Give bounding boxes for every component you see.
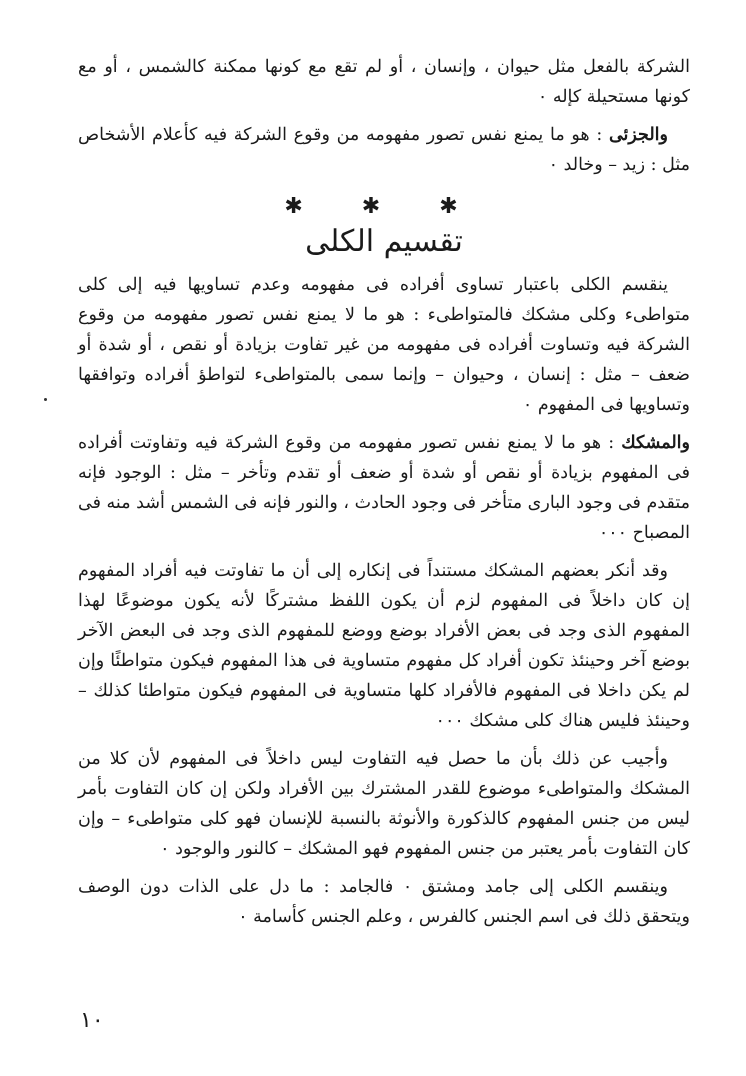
document-page	[78, 52, 690, 940]
page-number: ١٠	[80, 1008, 104, 1033]
paragraph-objection: وقد أنكر بعضهم المشكك مستنداً فى إنكاره إلى أن ما تفاوتت فيه أفراد المفهوم إن كان داخلاً فى المفهوم لزم أن يكون اللفظ مشتركًا لأنه يكون موضوعًا لهذا المفهوم الذى وجد فى بعض الأفراد بوضع ووضع للمفهوم الذى وجد فى البعض الآخر بوضع آخر وحينئذ تكون أفراد كل مفهوم متساوية فى هذا المفهوم فيكون متواطئًا وإن لم يكن داخلا فى المفهوم فالأفراد كلها متساوية فى المفهوم فيكون متواطئا كذلك – وحينئذ فليس هناك كلى مشكك ٠٠٠	[78, 561, 690, 731]
paragraph-particular-text: : هو ما يمنع نفس تصور مفهومه من وقوع الشركة فيه كأعلام الأشخاص مثل : زيد – وخالد ٠	[78, 125, 690, 175]
paragraph-particular	[78, 120, 690, 180]
term-particular: والجزئى	[608, 125, 668, 145]
section-divider-stars: ✱ ✱ ✱	[284, 194, 484, 219]
paragraph-ambiguous	[78, 428, 690, 548]
section-heading: تقسيم الكلى	[305, 224, 463, 259]
paragraph-ambiguous-text: : هو ما لا يمنع نفس تصور مفهومه من وقوع الشركة فيه وتفاوتت أفراده فى المفهوم بزيادة أو نقص أو شدة أو ضعف أو تقدم وتأخر – مثل : الوجود فإنه متقدم فى وجود البارى متأخر فى وجود الحادث ، والنور فإنه فى الشمس أشد منه فى المصباح ٠٠٠	[78, 433, 690, 543]
paragraph-reply: وأجيب عن ذلك بأن ما حصل فيه التفاوت ليس داخلاً فى المفهوم لأن كلا من المشكك والمتواطىء موضوع للقدر المشترك بين الأفراد ولكن إن كان التفاوت بأمر ليس من جنس المفهوم كالذكورة والأنوثة بالنسبة للإنسان فهو كلى متواطىء – وإن كان التفاوت بأمر يعتبر من جنس المفهوم فهو المشكك – كالنور والوجود ٠	[78, 749, 690, 859]
page-speck	[44, 398, 47, 401]
paragraph-1: الشركة بالفعل مثل حيوان ، وإنسان ، أو لم تقع مع كونها ممكنة كالشمس ، أو مع كونها مستحيلة كإله ٠	[78, 57, 690, 107]
paragraph-division: وينقسم الكلى إلى جامد ومشتق ٠ فالجامد : ما دل على الذات دون الوصف ويتحقق ذلك فى اسم الجنس كالفرس ، وعلم الجنس كأسامة ٠	[78, 877, 690, 927]
term-ambiguous: والمشكك	[621, 433, 690, 453]
paragraph-univocal: ينقسم الكلى باعتبار تساوى أفراده فى مفهومه وعدم تساويها فيه إلى كلى متواطىء وكلى مشكك فالمتواطىء : هو ما لا يمنع نفس تصور مفهومه من وقوع الشركة فيه وتساوت أفراده فى مفهومه من غير تفاوت بزيادة أو نقص ، أو شدة أو ضعف – مثل : إنسان ، وحيوان – وإنما سمى بالمتواطىء لتواطؤ أفراده وتوافقها وتساويها فى المفهوم ٠	[78, 275, 690, 415]
